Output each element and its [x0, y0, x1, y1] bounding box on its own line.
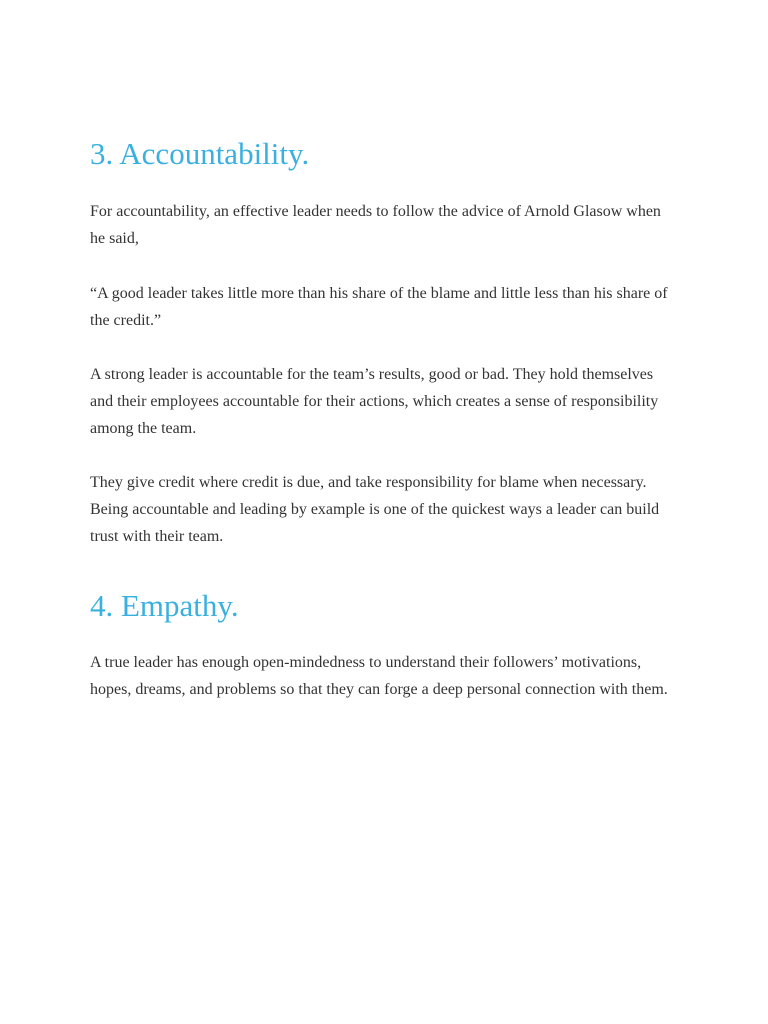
- section-heading-empathy: 4. Empathy.: [90, 588, 239, 623]
- paragraph-empathy: A true leader has enough open-mindedness to understand their followers’ motivations, hopes, dreams, and problems so that they can forge a deep personal connection with them.: [90, 654, 668, 698]
- paragraph-accountability-results: A strong leader is accountable for the team’s results, good or bad. They hold themselves and their employees accountable for their actions, which creates a sense of responsibility among the team.: [90, 366, 659, 437]
- paragraph-accountability-intro: For accountability, an effective leader needs to follow the advice of Arnold Glasow when he said,: [90, 203, 661, 247]
- paragraph-quote: “A good leader takes little more than his share of the blame and little less than his share of the credit.”: [90, 285, 668, 329]
- paragraph-accountability-credit: They give credit where credit is due, and take responsibility for blame when necessary. Being accountable and leading by example is one of the quickest ways a leader can build trust with their team.: [90, 474, 660, 545]
- section-heading-accountability: 3. Accountability.: [90, 136, 310, 171]
